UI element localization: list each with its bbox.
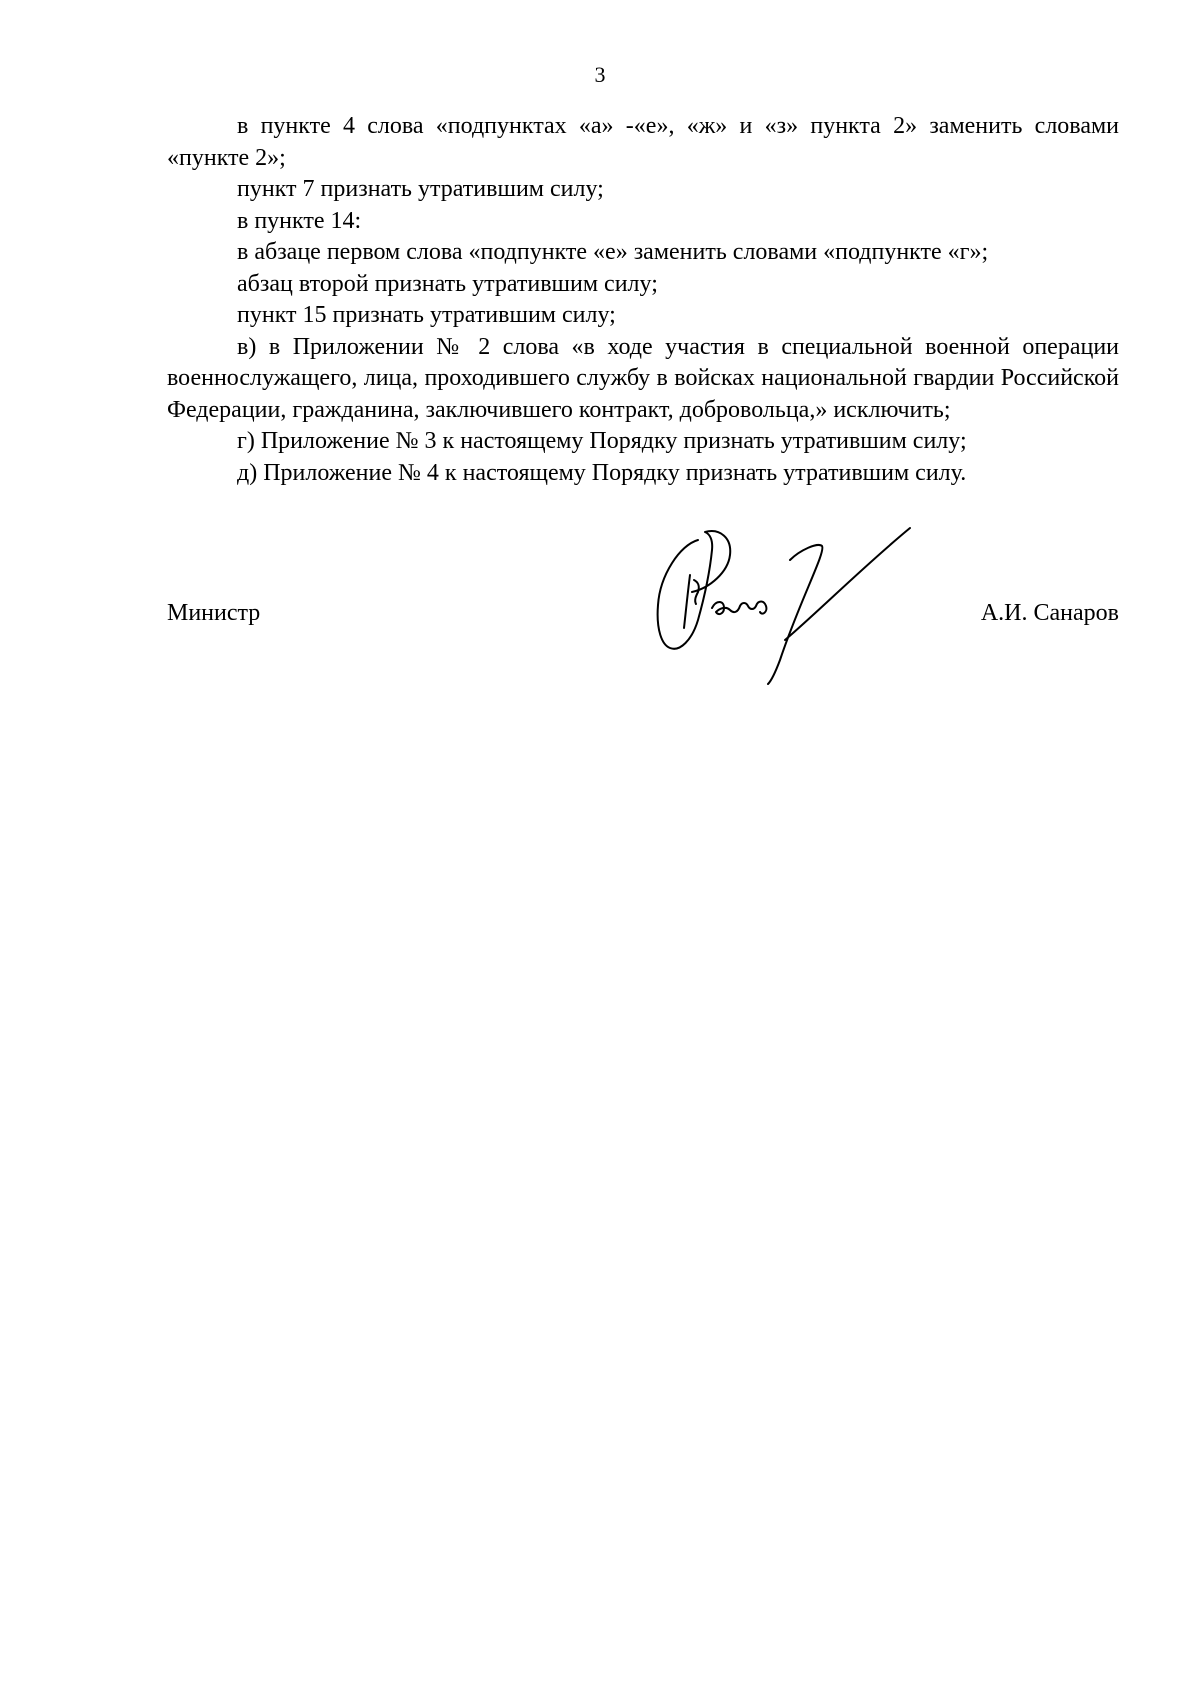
paragraph: г) Приложение № 3 к настоящему Порядку признать утратившим силу; bbox=[237, 428, 967, 454]
paragraph: в пункте 4 слова «подпунктах «а» -«е», «ж» и «з» пункта 2» заменить словами «пункте 2»; bbox=[167, 113, 1119, 171]
paragraph: пункт 7 признать утратившим силу; bbox=[237, 176, 604, 202]
paragraph: в пункте 14: bbox=[237, 207, 362, 234]
paragraph: пункт 15 признать утратившим силу; bbox=[237, 302, 616, 328]
signature-block bbox=[167, 600, 1119, 640]
signatory-name: А.И. Санаров bbox=[980, 600, 1119, 626]
paragraph: в абзаце первом слова «подпункте «е» заменить словами «подпункте «г»; bbox=[237, 239, 989, 265]
handwritten-signature-icon bbox=[650, 520, 950, 690]
paragraph: абзац второй признать утратившим силу; bbox=[237, 270, 658, 297]
document-body bbox=[167, 111, 1119, 489]
signatory-position: Министр bbox=[167, 600, 261, 626]
page-number: 3 bbox=[594, 62, 606, 87]
paragraph: д) Приложение № 4 к настоящему Порядку признать утратившим силу. bbox=[237, 459, 967, 486]
paragraph: в) в Приложении № 2 слова «в ходе участия в специальной военной операции военнослужащего, лица, проходившего службу в войсках национальной гвардии Российской Федерации, гражданина, заключившего контракт, добровольца,» исключить; bbox=[167, 333, 1119, 423]
